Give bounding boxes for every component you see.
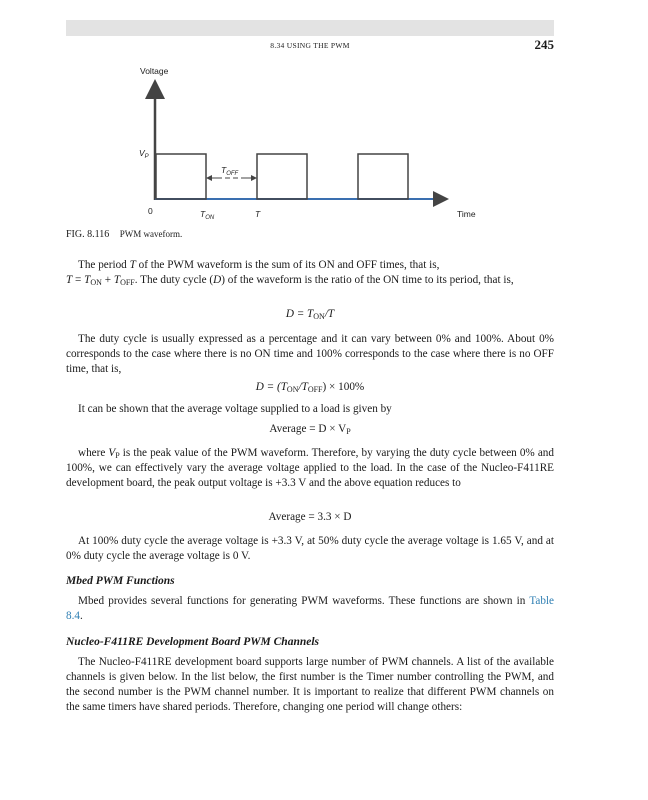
equation-average-nucleo: Average = 3.3 × D [268,511,352,523]
toff-label: $T_{OFF}$ [221,165,239,177]
paragraph-period: The period T of the PWM waveform is the sum of its ON and OFF times, that is, $T = T_{ON} + T_{OFF}$. The duty cycle (D) of the waveform is the ratio of the ON time to its period, that is, [66,259,514,287]
x-axis-label: Time [457,209,476,219]
paragraph-duty-cycle: The duty cycle is usually expressed as a percentage and it can vary between 0% and 100%. About 0% corresponds to the case where there is no ON time and 100% corresponds to the case where there is no OFF time, that is, [66,333,554,375]
section-title-pwm-channels: Nucleo-F411RE Development Board PWM Channels [66,636,320,648]
paragraph-peak-value: where $V_P$ is the peak value of the PWM waveform. Therefore, by varying the duty cycle between 0% and 100%, we can effectively vary the average voltage applied to the load. In the case of the Nucleo-F411RE development board, the peak output voltage is +3.3 V and the above equation reduces to [66,447,554,489]
pulse-2 [257,154,307,199]
page-number: 245 [534,37,554,52]
table-link[interactable]: Table 8.4 [66,595,554,622]
paragraph-average-intro: It can be shown that the average voltage supplied to a load is given by [78,403,392,415]
ton-label: $T_{ON}$ [200,209,215,221]
figure-caption-text: PWM waveform. [119,229,183,239]
header-bar [66,20,554,36]
paragraph-mbed-pwm: Mbed provides several functions for generating PWM waveforms. These functions are shown in Table 8.4. [66,595,554,622]
equation-duty-cycle: $D = T_{ON}/T$ [285,308,335,321]
running-head: 8.34 USING THE PWM [270,41,350,50]
pwm-waveform-figure [120,60,500,230]
pulse-3 [358,154,408,199]
period-label: T [255,209,261,219]
equation-duty-percent: $D = (T_{ON}/T_{OFF}) \times 100\%$ [255,381,365,394]
figure-number: FIG. 8.116 [66,229,110,240]
equation-average: Average = $D \times V_P$ [269,423,351,436]
paragraph-pwm-channels: The Nucleo-F411RE development board supports large number of PWM channels. A list of the available channels is given below. In the list below, the first number is the Timer number controlling the PWM, and the second number is the PWM channel number. It is important to realize that different PWM channels on the same timers have shared periods. Therefore, changing one period will change others: [66,656,554,713]
section-title-mbed-pwm: Mbed PWM Functions [66,575,175,587]
paragraph-average-values: At 100% duty cycle the average voltage is +3.3 V, at 50% duty cycle the average voltage is 1.65 V, and at 0% duty cycle the average voltage is 0 V. [66,535,554,562]
y-axis-label: Voltage [140,66,169,76]
pulse-1 [156,154,206,199]
vp-label: $V_P$ [139,148,149,160]
figure-caption [66,229,182,240]
origin-label: 0 [148,206,153,216]
